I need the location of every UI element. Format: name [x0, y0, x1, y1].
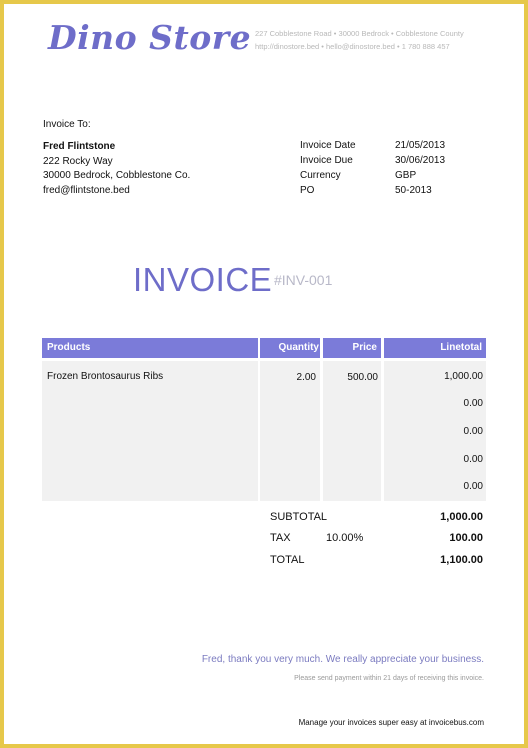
invoice-number: #INV-001	[274, 272, 333, 288]
client-street: 222 Rocky Way	[43, 156, 113, 167]
tax-value: 100.00	[449, 532, 483, 544]
client-city: 30000 Bedrock, Cobblestone Co.	[43, 170, 191, 181]
tax-rate: 10.00%	[326, 532, 364, 544]
store-address: 227 Cobblestone Road • 30000 Bedrock • Cobblestone County	[255, 29, 464, 38]
meta-value: 50-2013	[395, 185, 432, 196]
tax-label: TAX	[270, 532, 291, 544]
client-name: Fred Flintstone	[43, 141, 116, 152]
meta-value: GBP	[395, 170, 417, 181]
row-product: Frozen Brontosaurus Ribs	[47, 371, 164, 382]
header-products: Products	[42, 338, 258, 358]
products-column	[42, 361, 258, 501]
invoice-title: INVOICE	[133, 261, 273, 298]
meta-value: 21/05/2013	[395, 140, 446, 151]
thank-you-message: Fred, thank you very much. We really appreciate your business.	[201, 654, 484, 665]
store-contact: http://dinostore.bed • hello@dinostore.bed • 1 780 888 457	[255, 42, 450, 51]
payment-note: Please send payment within 21 days of receiving this invoice.	[294, 675, 484, 682]
row-quantity: 2.00	[296, 372, 316, 383]
subtotal-value: 1,000.00	[440, 511, 483, 523]
row-linetotal: 0.00	[463, 426, 483, 437]
total-label: TOTAL	[270, 554, 305, 566]
client-email: fred@flintstone.bed	[43, 185, 130, 196]
row-linetotal: 0.00	[463, 454, 483, 465]
meta-label: PO	[300, 185, 315, 196]
header-linetotal: Linetotal	[384, 338, 486, 358]
header-quantity: Quantity	[260, 338, 320, 358]
row-linetotal: 1,000.00	[444, 371, 483, 382]
bill-to-heading: Invoice To:	[43, 119, 91, 130]
invoicebus-link[interactable]: Manage your invoices super easy at invoicebus.com	[298, 718, 484, 727]
meta-value: 30/06/2013	[395, 155, 446, 166]
row-linetotal: 0.00	[463, 481, 483, 492]
row-price: 500.00	[347, 372, 378, 383]
header-price: Price	[323, 338, 381, 358]
meta-label: Invoice Due	[300, 155, 353, 166]
subtotal-label: SUBTOTAL	[270, 511, 328, 523]
store-logo: Dino Store	[48, 18, 252, 57]
total-value: 1,100.00	[440, 554, 483, 566]
row-linetotal: 0.00	[463, 398, 483, 409]
invoice-page	[4, 4, 524, 744]
meta-label: Currency	[300, 170, 341, 181]
meta-label: Invoice Date	[300, 140, 356, 151]
